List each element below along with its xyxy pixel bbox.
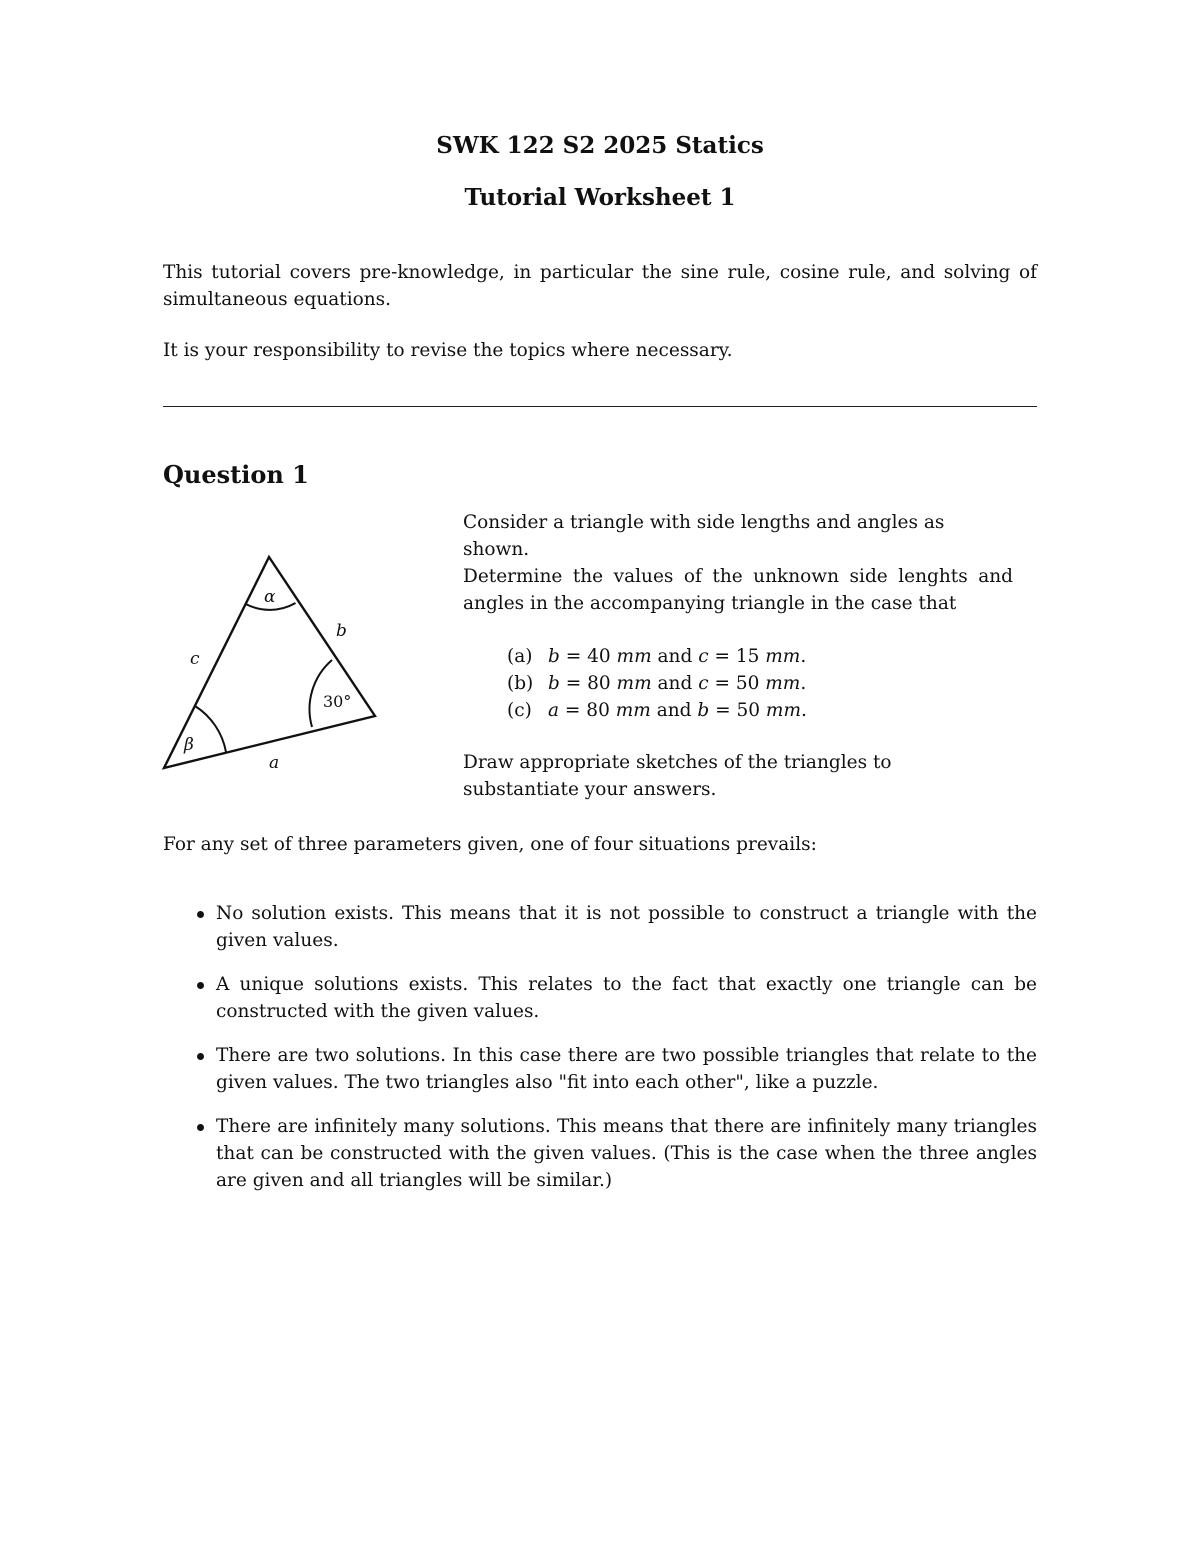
label-beta: β: [184, 735, 194, 755]
bullet-icon: [197, 1053, 204, 1060]
case-unit: mm: [765, 646, 801, 667]
case-label: (b): [507, 673, 534, 694]
bullet-icon: [197, 982, 204, 989]
label-side-b: b: [336, 621, 347, 641]
case-a: [507, 643, 987, 670]
case-value: = 80: [559, 700, 616, 721]
case-value: = 40: [559, 646, 617, 667]
case-unit: mm: [765, 700, 801, 721]
bullet-icon: [197, 1124, 204, 1131]
case-value: = 80: [559, 673, 617, 694]
case-value: = 50: [708, 673, 766, 694]
list-item-text: No solution exists. This means that it is not possible to construct a triangle with the given values.: [216, 903, 1037, 951]
case-label: (c): [507, 700, 532, 721]
case-unit: mm: [615, 700, 651, 721]
label-alpha: α: [264, 587, 276, 607]
case-var: c: [698, 646, 709, 667]
case-var: c: [698, 673, 709, 694]
triangle-figure: [150, 545, 390, 780]
case-end: .: [801, 700, 807, 721]
case-label: (a): [507, 646, 533, 667]
list-item: [163, 971, 1037, 1025]
worksheet-title: Tutorial Worksheet 1: [464, 184, 736, 211]
list-item: [163, 900, 1037, 954]
case-conjunction: and: [650, 700, 698, 721]
case-unit: mm: [616, 673, 652, 694]
question-1-draw-instruction: Draw appropriate sketches of the triangles to substantiate your answers.: [463, 752, 892, 800]
question-1-heading: Question 1: [163, 460, 309, 489]
intro-paragraph-1: This tutorial covers pre-knowledge, in particular the sine rule, cosine rule, and solving of simultaneous equations.: [163, 262, 1037, 310]
case-c: [507, 697, 987, 724]
case-unit: mm: [616, 646, 652, 667]
question-1-cases: [507, 643, 987, 724]
label-30-degrees: 30°: [323, 692, 352, 711]
list-item: [163, 1042, 1037, 1096]
case-var: b: [548, 673, 560, 694]
list-item-text: There are two solutions. In this case there are two possible triangles that relate to the given values. The two triangles also "fit into each other", like a puzzle.: [216, 1045, 1037, 1093]
case-var: b: [697, 700, 710, 721]
case-conjunction: and: [651, 673, 699, 694]
situations-lead: For any set of three parameters given, one of four situations prevails:: [163, 834, 817, 855]
question-1-determine: Determine the values of the unknown side lenghts and angles in the accompanying triangle in the case that: [463, 566, 1013, 614]
list-item-text: A unique solutions exists. This relates to the fact that exactly one triangle can be constructed with the given values.: [216, 974, 1037, 1022]
bullet-icon: [197, 911, 204, 918]
case-value: = 15: [708, 646, 766, 667]
case-var: a: [548, 700, 560, 721]
course-title: SWK 122 S2 2025 Statics: [436, 132, 764, 159]
beta-arc: [195, 706, 226, 752]
case-value: = 50: [709, 700, 766, 721]
list-item-text: There are infinitely many solutions. This means that there are infinitely many triangles that can be constructed with the given values. (This is the case when the three angles are given and all triangles will be similar.): [216, 1116, 1037, 1191]
list-item: [163, 1113, 1037, 1194]
label-side-a: a: [269, 753, 280, 773]
situations-list: [163, 900, 1037, 1211]
intro-paragraph-2: It is your responsibility to revise the topics where necessary.: [163, 340, 733, 361]
case-unit: mm: [765, 673, 801, 694]
question-1-consider: Consider a triangle with side lengths and angles as shown.: [463, 512, 945, 560]
case-end: .: [800, 646, 807, 667]
case-conjunction: and: [651, 646, 699, 667]
case-end: .: [800, 673, 807, 694]
label-side-c: c: [190, 649, 200, 669]
case-var: b: [548, 646, 560, 667]
section-divider: [163, 406, 1037, 407]
case-b: [507, 670, 987, 697]
